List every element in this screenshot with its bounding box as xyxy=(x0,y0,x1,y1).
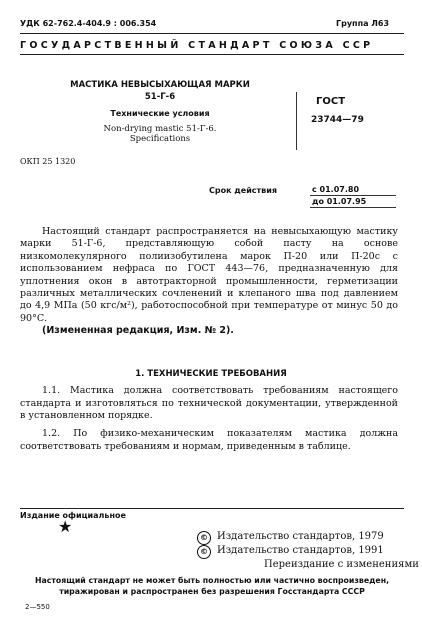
okp-code: ОКП 25 1320 xyxy=(20,157,76,166)
validity-to: до 01.07.95 xyxy=(312,197,367,206)
star-icon: ★ xyxy=(58,517,73,536)
section-heading: 1. ТЕХНИЧЕСКИЕ ТРЕБОВАНИЯ xyxy=(135,369,287,379)
copyright-text-1: Издательство стандартов, 1979 xyxy=(217,531,384,542)
gost-divider xyxy=(296,92,297,150)
header-rule-top xyxy=(20,33,404,34)
header-rule-bottom xyxy=(20,54,404,55)
intro-block xyxy=(20,226,398,338)
reprint-note: Переиздание с изменениями xyxy=(264,559,419,570)
validity-rule-1 xyxy=(310,195,396,196)
standard-banner: ГОСУДАРСТВЕННЫЙ СТАНДАРТ СОЮЗА ССР xyxy=(20,40,374,51)
copyright-icon: © xyxy=(197,545,211,559)
reproduction-notice: Настоящий стандарт не может быть полностью или частично воспроизведен, тиражирован и распространен без разрешения Госстандарта СССР xyxy=(34,576,390,596)
title-english-2: Specifications xyxy=(129,134,191,144)
page-code: 2—550 xyxy=(25,603,50,611)
paragraph-1-2: 1.2. По физико-механическим показателям мастика должна соответствовать требованиям и нормам, приведенным в таблице. xyxy=(20,428,398,452)
validity-from: с 01.07.80 xyxy=(312,185,360,194)
gost-number: 23744—79 xyxy=(311,115,364,125)
title-line-2: 51-Г-6 xyxy=(144,92,176,102)
udk-code: УДК 62-762.4-404.9 : 006.354 xyxy=(20,19,157,28)
official-edition-label: Издание официальное xyxy=(20,511,126,520)
title-subtitle: Технические условия xyxy=(110,109,210,118)
copyright-text-2: Издательство стандартов, 1991 xyxy=(217,545,384,556)
validity-label: Срок действия xyxy=(209,186,277,195)
paragraph-1-1: 1.1. Мастика должна соответствовать требованиям настоящего стандарта и изготовляться по технической документации, утвержденной в установленном порядке. xyxy=(20,385,398,422)
gost-label: ГОСТ xyxy=(316,96,346,107)
title-line-1: МАСТИКА НЕВЫСЫХАЮЩАЯ МАРКИ xyxy=(70,80,250,90)
intro-paragraph: Настоящий стандарт распространяется на невысыхающую мастику марки 51-Г-6, представляющую собой пасту на основе низкомолекулярного полиизобутилена марок П-20 или П-20с с использованием нефраса по ГОСТ 443—76, предназначенную для уплотнения окон в автотракторной промышленности, герметизации различных металлических сочленений и клепаного шва под давлением до 4,9 МПа (50 кгс/м²), работоспособной при температуре от минус 50 до 90°С. xyxy=(20,226,398,324)
copyright-1979 xyxy=(197,531,384,545)
group-code: Группа Л63 xyxy=(336,19,390,28)
footer-rule xyxy=(20,508,404,509)
validity-rule-2 xyxy=(310,207,396,208)
copyright-1991 xyxy=(197,545,384,559)
title-english-1: Non-drying mastic 51-Г-6. xyxy=(103,124,217,134)
amendment-note: (Измененная редакция, Изм. № 2). xyxy=(42,325,234,337)
copyright-icon: © xyxy=(197,531,211,545)
